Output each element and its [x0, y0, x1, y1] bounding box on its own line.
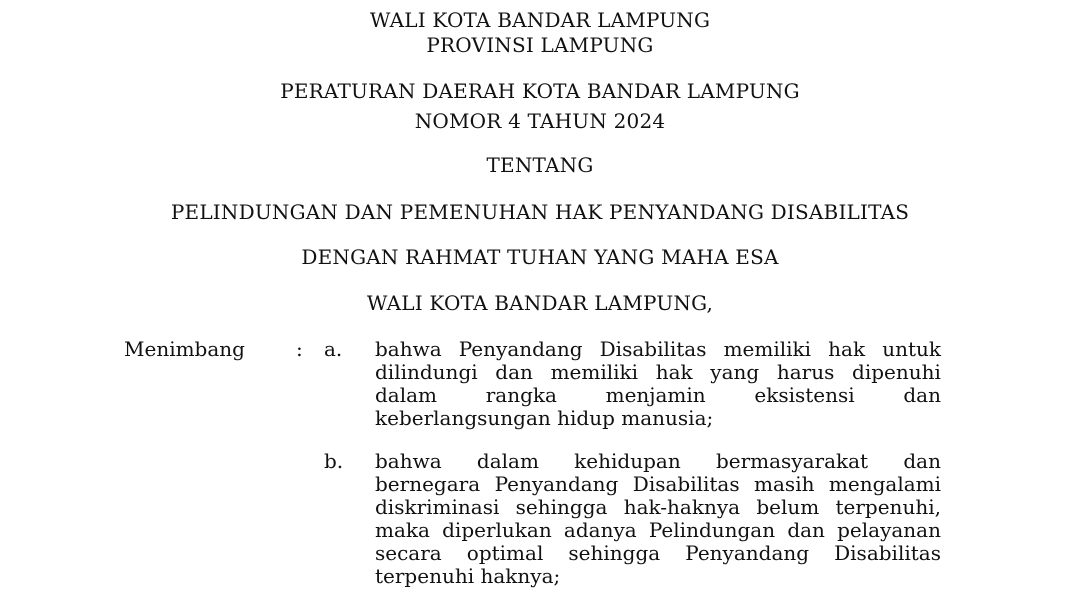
paragraph-line — [375, 407, 941, 430]
paragraph-word: kehidupan — [574, 449, 681, 473]
paragraph-word: masih — [754, 472, 815, 496]
about-heading: TENTANG — [486, 153, 594, 177]
paragraph-word: dan — [903, 383, 941, 407]
paragraph-word: dalam — [375, 383, 438, 407]
paragraph-word: hak — [828, 337, 866, 361]
considering-label: Menimbang — [124, 337, 245, 361]
item-a-marker: a. — [324, 337, 343, 361]
paragraph-word: maka — [375, 518, 430, 542]
signatory-heading: WALI KOTA BANDAR LAMPUNG, — [366, 291, 714, 315]
paragraph-word: Disabilitas — [632, 472, 740, 496]
paragraph-word: bahwa — [375, 337, 442, 361]
regulation-number: NOMOR 4 TAHUN 2024 — [414, 109, 666, 133]
regulation-title: PERATURAN DAERAH KOTA BANDAR LAMPUNG — [280, 79, 800, 103]
paragraph-word: Penyandang — [458, 337, 583, 361]
paragraph-word: bermasyarakat — [715, 449, 869, 473]
paragraph-word: memiliki — [550, 360, 639, 384]
paragraph-word: dan — [787, 518, 825, 542]
paragraph-word: Disabilitas — [834, 541, 941, 565]
paragraph-word: yang — [710, 360, 760, 384]
item-a-text — [375, 338, 941, 430]
paragraph-word: eksistensi — [754, 383, 855, 407]
paragraph-word: Disabilitas — [599, 337, 707, 361]
paragraph-word: dilindungi — [375, 360, 478, 384]
paragraph-line — [375, 496, 941, 519]
paragraph-word: rangka — [485, 383, 557, 407]
paragraph-word: optimal — [466, 541, 544, 565]
paragraph-word: diperlukan — [442, 518, 552, 542]
paragraph-word: terpenuhi, — [835, 495, 941, 519]
paragraph-line — [375, 542, 941, 565]
paragraph-word: diskriminasi — [375, 495, 500, 519]
paragraph-word: dipenuhi — [852, 360, 941, 384]
paragraph-word: untuk — [882, 337, 941, 361]
paragraph-word: mengalami — [828, 472, 941, 496]
paragraph-line — [375, 450, 941, 473]
paragraph-line — [375, 473, 941, 496]
regulation-subject: PELINDUNGAN DAN PEMENUHAN HAK PENYANDANG DISABILITAS — [170, 200, 910, 224]
paragraph-word: secara — [375, 541, 442, 565]
paragraph-word: Penyandang — [685, 541, 810, 565]
paragraph-line — [375, 361, 941, 384]
paragraph-word: terpenuhi haknya; — [375, 564, 561, 588]
province-heading: PROVINSI LAMPUNG — [426, 33, 654, 57]
paragraph-word: belum — [756, 495, 820, 519]
paragraph-line — [375, 519, 941, 542]
paragraph-word: harus — [776, 360, 835, 384]
paragraph-word: sehingga — [568, 541, 661, 565]
paragraph-word: pelayanan — [837, 518, 941, 542]
paragraph-word: hak-haknya — [623, 495, 741, 519]
paragraph-word: adanya — [563, 518, 637, 542]
paragraph-word: menjamin — [605, 383, 706, 407]
paragraph-word: hak — [655, 360, 693, 384]
paragraph-line — [375, 384, 941, 407]
paragraph-word: sehingga — [515, 495, 608, 519]
paragraph-word: bernegara — [375, 472, 481, 496]
paragraph-line — [375, 565, 941, 588]
paragraph-word: dalam — [476, 449, 539, 473]
paragraph-word: Pelindungan — [648, 518, 776, 542]
item-b-marker: b. — [324, 449, 344, 473]
item-b-text — [375, 450, 941, 588]
authority-heading: WALI KOTA BANDAR LAMPUNG — [369, 8, 711, 32]
paragraph-word: keberlangsungan hidup manusia; — [375, 406, 714, 430]
paragraph-word: bahwa — [375, 449, 442, 473]
paragraph-word: memiliki — [723, 337, 812, 361]
paragraph-word: dan — [495, 360, 533, 384]
paragraph-word: dan — [903, 449, 941, 473]
invocation: DENGAN RAHMAT TUHAN YANG MAHA ESA — [301, 245, 779, 269]
paragraph-word: Penyandang — [494, 472, 619, 496]
paragraph-line — [375, 338, 941, 361]
considering-colon: : — [296, 337, 303, 361]
